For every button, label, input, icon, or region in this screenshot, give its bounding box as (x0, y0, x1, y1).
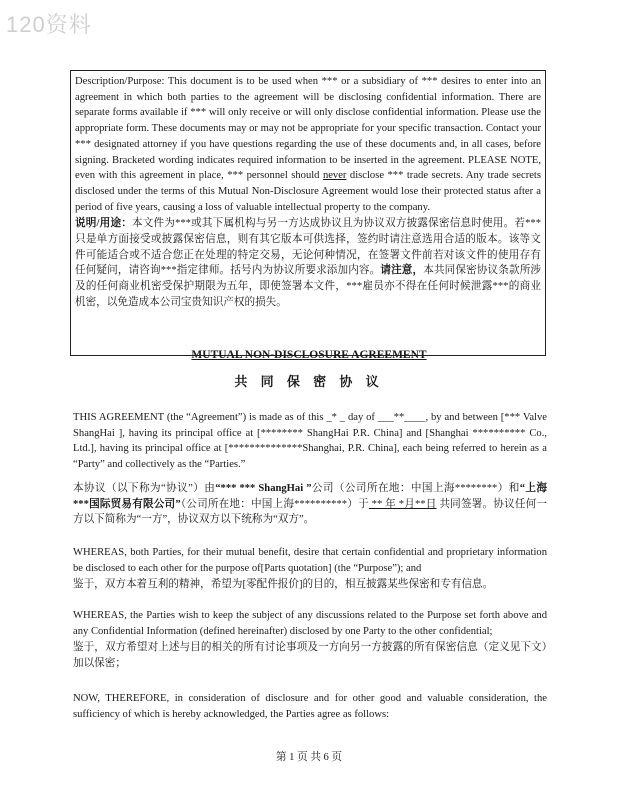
whereas-2-en: WHEREAS, the Parties wish to keep the subject of any discussions related to the Purpose set forth above and any Confidential Information (defined hereinafter) disclosed by one Party to the other confidential; (73, 610, 547, 637)
purpose-text-zh: 说明/用途：本文件为***或其下属机构与另一方达成协议且为协议双方披露保密信息时使用。若***只是单方面接受或披露保密信息，则有其它版本可供选择，签约时请注意选用合适的版本。该等文件可能适合或不适合您正在处理的特定交易，无论何种情况，在签署文件前若对该文件的使用存有任何疑问，请咨询***指定律师。括号内为协议所要求添加内容。请注意，本共同保密协议条款所涉及的任何商业机密受保护期限为五年，即使签署本文件，***雇员亦不得在任何时候泄露***的商业机密，以免造成本公司宝贵知识产权的损失。 (75, 218, 542, 308)
signing-date: ** 年 *月**日 (368, 498, 437, 510)
agreement-title-en: MUTUAL NON-DISCLOSURE AGREEMENT (191, 349, 427, 361)
agreement-intro-zh: 本协议（以下称为“协议”）由“*** *** ShangHai ”公司（公司所在地：中国上海********）和“上海***国际贸易有限公司”（公司所在地：中国上海**********）于 ** 年 *月**日 共同签署。协议任何一方以下简称为“一方”，协议双方以下统称为“双方”。 (73, 483, 548, 526)
never-underlined: never (322, 170, 347, 182)
purpose-label-zh: 说明/用途： (75, 218, 132, 230)
agreement-title-zh: 共 同 保 密 协 议 (234, 374, 384, 389)
page-footer: 第 1 页 共 6 页 (275, 752, 343, 763)
watermark-logo: 120资料 (6, 12, 92, 37)
whereas-1-zh: 鉴于，双方本着互利的精神，希望为[零配件报价]的目的，相互披露某些保密和专有信息。 (73, 579, 494, 590)
agreement-intro-en: THIS AGREEMENT (the “Agreement”) is made as of this _* _ day of ___**____, by and between [*** Valve ShangHai ], having its principal office at [******** ShangHai P.R. China] and [Shanghai ********** Co., Ltd.], having its principal office at [**************Shanghai, P.R. China], each being referred to herein as a “Party” and collectively as the “Parties.” (73, 412, 547, 471)
party2-name: “上海***国际贸易有限公司” (73, 483, 547, 510)
whereas-1-en: WHEREAS, both Parties, for their mutual benefit, desire that certain confidential and proprietary information be disclosed to each other for the purpose of[Parts quotation] (the “Purpose”); and (73, 547, 547, 574)
party1-name: “*** *** ShangHai ” (215, 483, 312, 494)
whereas-2-zh: 鉴于，双方希望对上述与目的相关的所有讨论事项及一方向另一方披露的所有保密信息（定义见下文）加以保密； (73, 642, 547, 669)
note-label-zh: 请注意， (380, 265, 424, 277)
now-therefore-clause: NOW, THEREFORE, in consideration of disclosure and for other good and valuable consideration, the sufficiency of which is hereby acknowledged, the Parties agree as follows: (73, 693, 547, 720)
purpose-text-en: Description/Purpose: This document is to be used when *** or a subsidiary of *** desires to enter into an agreement in which both parties to the agreement will be disclosing confidential information. There are separate forms available if *** will only receive or will only disclose confidential information. Please use the appropriate form. These documents may or may not be appropriate for your specific transaction. Contact your *** designated attorney if you have questions regarding the use of these documents and, in all cases, before signing. Bracketed wording indicates required information to be inserted in the agreement. PLEASE NOTE, even with this agreement in place, *** personnel should never disclose *** trade secrets. Any trade secrets disclosed under the terms of this Mutual Non-Disclosure Agreement would lose their protected status after a period of five years, causing a loss of valuable intellectual property to the company. (75, 76, 541, 213)
purpose-box (70, 70, 546, 356)
